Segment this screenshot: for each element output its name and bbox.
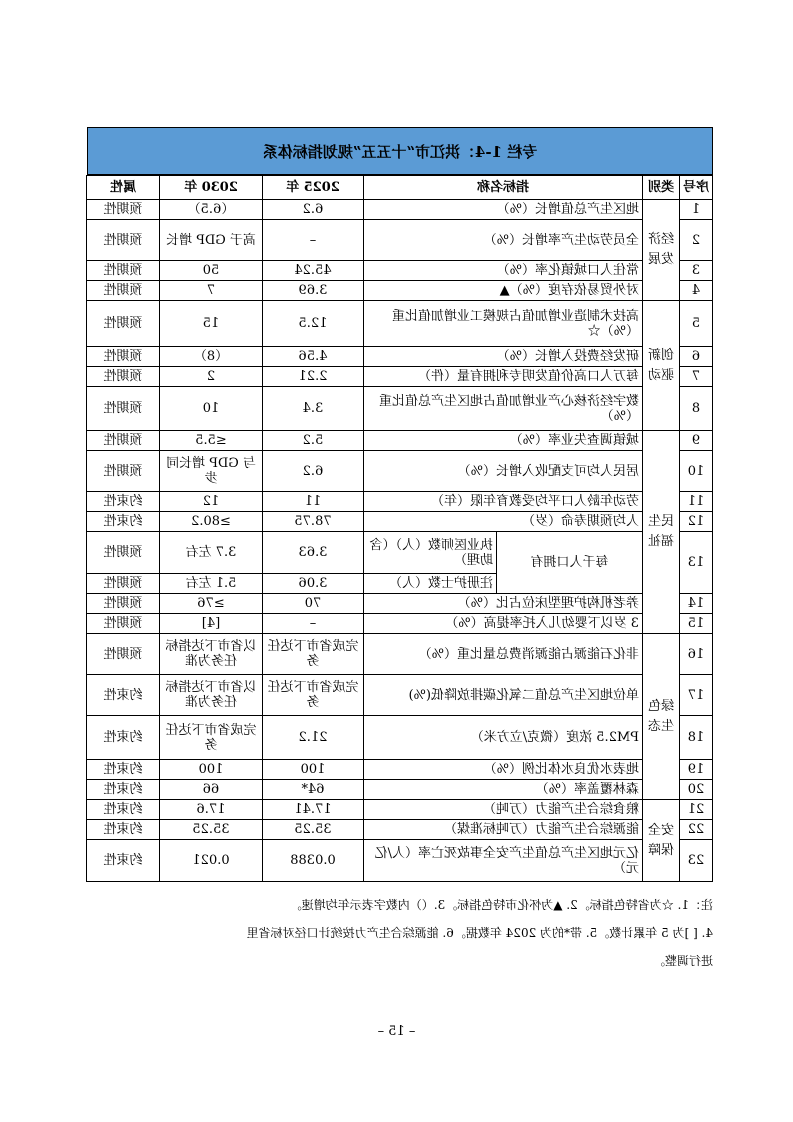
table-row (86, 512, 712, 532)
table-row (86, 387, 712, 431)
footnote-line: 注：1. ☆为省特色指标。2. ▲为怀化市特色指标。3.（）内数字表示年均增速。 (289, 898, 713, 912)
value-2030: 3.7 左右 (159, 532, 262, 574)
indicator: 每万人口高价值发明专利拥有量（件） (363, 367, 642, 387)
row-no: 22 (680, 820, 713, 840)
header-row (86, 176, 712, 200)
table-row (86, 281, 712, 301)
indicator: 高技术制造业增加值占规模工业增加值比重（%）☆ (363, 301, 642, 347)
indicator: 全员劳动生产率增长（%） (363, 220, 642, 261)
indicator: 地表水优良水体比例（%） (363, 760, 642, 780)
value-2025: 6.2 (262, 200, 363, 220)
header-2025: 2025 年 (262, 176, 363, 200)
attribute: 预期性 (86, 301, 159, 347)
indicator: PM2.5 浓度（微克/立方米） (363, 716, 642, 760)
header-2030: 2030 年 (159, 176, 262, 200)
attribute: 预期性 (86, 451, 159, 492)
row-no: 23 (680, 840, 713, 882)
indicator: 森林覆盖率（%） (363, 780, 642, 800)
header-no: 序号 (680, 176, 713, 200)
sub-indicator: 注册护士数（人） (363, 574, 496, 594)
value-2025: 45.24 (262, 261, 363, 281)
indicator: 3 岁以下婴幼儿入托率提高（%） (363, 614, 642, 634)
category-green: 绿色生态 (643, 634, 680, 800)
table-row (86, 347, 712, 367)
table-row (86, 675, 712, 716)
value-2030: 15 (159, 301, 262, 347)
sub-indicator: 执业医师数（人）（含助理） (363, 532, 496, 574)
category-security: 安全保障 (643, 800, 680, 882)
row-no: 11 (680, 492, 713, 512)
attribute: 约束性 (86, 800, 159, 820)
header-attr: 属性 (86, 176, 159, 200)
value-2025: 3.69 (262, 281, 363, 301)
attribute: 约束性 (86, 512, 159, 532)
indicator: 城镇调查失业率（%） (363, 431, 642, 451)
attribute: 约束性 (86, 780, 159, 800)
value-2025: 0.0388 (262, 840, 363, 882)
table-row (86, 634, 712, 675)
value-2030: 5.1 左右 (159, 574, 262, 594)
value-2025: 17.41 (262, 800, 363, 820)
table-row (86, 760, 712, 780)
value-2025: 78.75 (262, 512, 363, 532)
value-2025: 21.2 (262, 716, 363, 760)
table-row (86, 840, 712, 882)
table-row (86, 716, 712, 760)
indicator: 居民人均可支配收入增长（%） (363, 451, 642, 492)
value-2030: 50 (159, 261, 262, 281)
table-row (86, 200, 712, 220)
attribute: 约束性 (86, 820, 159, 840)
indicator: 研发经费投入增长（%） (363, 347, 642, 367)
value-2025: 完成省市下达任务 (262, 634, 363, 675)
indicator: 非化石能源占能源消费总量比重（%） (363, 634, 642, 675)
category-economy: 经济发展 (643, 200, 680, 301)
row-no: 8 (680, 387, 713, 431)
table-row (86, 820, 712, 840)
row-no: 15 (680, 614, 713, 634)
row-no: 5 (680, 301, 713, 347)
attribute: 预期性 (86, 261, 159, 281)
table-row (86, 220, 712, 261)
attribute: 约束性 (86, 760, 159, 780)
attribute: 预期性 (86, 281, 159, 301)
value-2030: 与 GDP 增长同步 (159, 451, 262, 492)
attribute: 约束性 (86, 840, 159, 882)
attribute: 预期性 (86, 367, 159, 387)
attribute: 预期性 (86, 347, 159, 367)
table-row (86, 451, 712, 492)
value-2025: 5.2 (262, 431, 363, 451)
value-2030: ≥80.2 (159, 512, 262, 532)
attribute: 预期性 (86, 431, 159, 451)
category-livelihood: 民生福祉 (643, 431, 680, 634)
value-2025: – (262, 220, 363, 261)
table-row (86, 492, 712, 512)
attribute: 约束性 (86, 492, 159, 512)
attribute: 预期性 (86, 634, 159, 675)
value-2025: 6.2 (262, 451, 363, 492)
table-row (86, 800, 712, 820)
value-2030: 0.021 (159, 840, 262, 882)
row-no: 2 (680, 220, 713, 261)
row-no: 7 (680, 367, 713, 387)
row-no: 4 (680, 281, 713, 301)
table-row (86, 614, 712, 634)
value-2025: 3.63 (262, 532, 363, 574)
row-no: 3 (680, 261, 713, 281)
attribute: 预期性 (86, 200, 159, 220)
row-no: 10 (680, 451, 713, 492)
row-no: 13 (680, 532, 713, 594)
row-no: 18 (680, 716, 713, 760)
page-number: – 15 – (377, 1024, 416, 1039)
value-2025: 2.21 (262, 367, 363, 387)
value-2030: 完成省市下达任务 (159, 716, 262, 760)
value-2030: 10 (159, 387, 262, 431)
row-no: 1 (680, 200, 713, 220)
value-2030: 17.6 (159, 800, 262, 820)
value-2025: 100 (262, 760, 363, 780)
table-row (86, 594, 712, 614)
category-innovation: 创新驱动 (643, 301, 680, 431)
row-no: 12 (680, 512, 713, 532)
value-2025: 3.06 (262, 574, 363, 594)
header-category: 类别 (643, 176, 680, 200)
attribute: 预期性 (86, 594, 159, 614)
value-2030: [4] (159, 614, 262, 634)
attribute: 预期性 (86, 220, 159, 261)
value-2030: 2 (159, 367, 262, 387)
table-row (86, 367, 712, 387)
indicator: 单位地区生产总值二氧化碳排放降低(%) (363, 675, 642, 716)
attribute: 预期性 (86, 532, 159, 574)
indicator: 养老机构护理型床位占比（%） (363, 594, 642, 614)
indicator-table (86, 175, 713, 882)
row-no: 17 (680, 675, 713, 716)
indicator: 对外贸易依存度（%）▲ (363, 281, 642, 301)
value-2030: 35.25 (159, 820, 262, 840)
indicator: 常住人口城镇化率（%） (363, 261, 642, 281)
row-no: 20 (680, 780, 713, 800)
value-2030: 以省市下达指标任务为准 (159, 675, 262, 716)
row-no: 21 (680, 800, 713, 820)
table-title: 专栏 1-4：洪江市“十五五”规划指标体系 (87, 127, 713, 175)
value-2025: – (262, 614, 363, 634)
row-no: 6 (680, 347, 713, 367)
indicator: 人均预期寿命（岁） (363, 512, 642, 532)
value-2030: 66 (159, 780, 262, 800)
value-2025: 12.5 (262, 301, 363, 347)
value-2025: 35.25 (262, 820, 363, 840)
value-2025: 64* (262, 780, 363, 800)
value-2030: （6.5） (159, 200, 262, 220)
indicator: 劳动年龄人口平均受教育年限（年） (363, 492, 642, 512)
indicator: 粮食综合生产能力（万吨） (363, 800, 642, 820)
row-no: 19 (680, 760, 713, 780)
indicator: 亿元地区生产总值生产安全事故死亡率（人/亿元） (363, 840, 642, 882)
value-2030: 7 (159, 281, 262, 301)
value-2025: 4.56 (262, 347, 363, 367)
row-no: 9 (680, 431, 713, 451)
value-2030: 以省市下达指标任务为准 (159, 634, 262, 675)
header-indicator: 指标名称 (363, 176, 642, 200)
table-row (86, 780, 712, 800)
value-2025: 3.4 (262, 387, 363, 431)
row-no: 14 (680, 594, 713, 614)
footnote-line: 进行调整。 (652, 954, 713, 968)
table-row (86, 532, 712, 574)
row-no: 16 (680, 634, 713, 675)
table-row (86, 301, 712, 347)
attribute: 预期性 (86, 574, 159, 594)
indicator: 地区生产总值增长（%） (363, 200, 642, 220)
value-2030: ≤5.5 (159, 431, 262, 451)
value-2030: 100 (159, 760, 262, 780)
value-2025: 70 (262, 594, 363, 614)
indicator: 能源综合生产能力（万吨标准煤） (363, 820, 642, 840)
attribute: 预期性 (86, 614, 159, 634)
value-2030: ≥76 (159, 594, 262, 614)
attribute: 约束性 (86, 675, 159, 716)
table-row (86, 431, 712, 451)
footnotes (87, 891, 713, 975)
attribute: 约束性 (86, 716, 159, 760)
indicator: 数字经济核心产业增加值占地区生产总值比重（%） (363, 387, 642, 431)
value-2030: 高于 GDP 增长 (159, 220, 262, 261)
table-row (86, 261, 712, 281)
indicator-group: 每千人口拥有 (497, 532, 643, 594)
value-2025: 完成省市下达任务 (262, 675, 363, 716)
footnote-line: 4. [ ]为 5 年累计数。5. 带*的为 2024 年数据。6. 能源综合生产力按统计口径对标省里 (246, 926, 713, 940)
value-2025: 11 (262, 492, 363, 512)
attribute: 预期性 (86, 387, 159, 431)
value-2030: （8） (159, 347, 262, 367)
value-2030: 12 (159, 492, 262, 512)
